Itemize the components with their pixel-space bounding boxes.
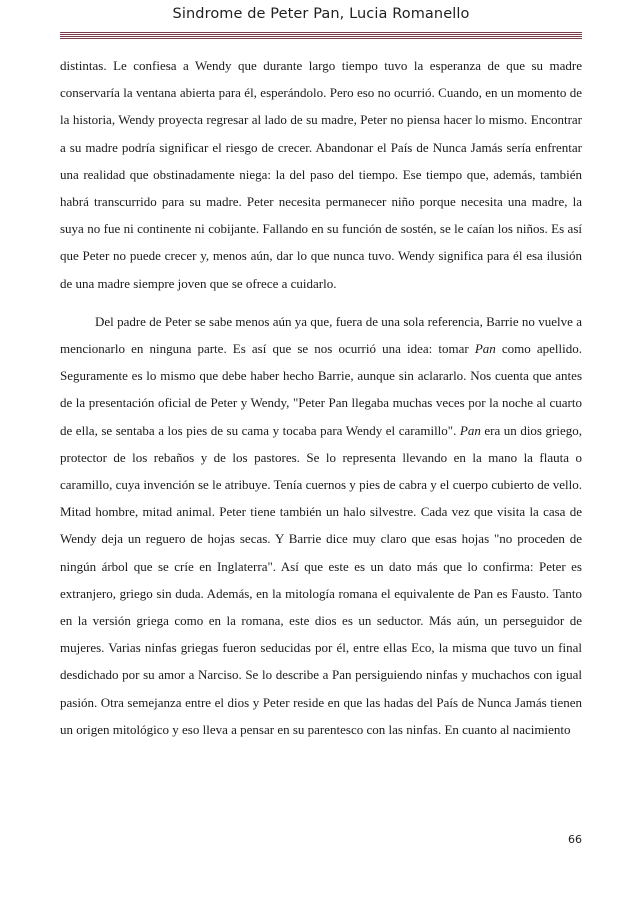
paragraph-2-italic-pan-2: Pan [459, 422, 481, 438]
paragraph-2-italic-pan-1: Pan [474, 341, 496, 357]
header-rule [60, 32, 582, 39]
paragraph-1: distintas. Le confiesa a Wendy que durante largo tiempo tuvo la esperanza de que su madre conservaría la ventana abierta para él, esperándolo. Pero eso no ocurrió. Cuando, en un momento de la historia, Wendy proyecta regresar al lado de su madre, Peter no piensa hacer lo mismo. Encontrar a su madre podría significar el riesgo de crecer. Abandonar el País de Nunca Jamás sería enfrentar una realidad que obstinadamente niega: la del paso del tiempo. Ese tiempo que, además, también habrá transcurrido para su madre. Peter necesita permanecer niño porque necesita una madre, la suya no fue ni continente ni cobijante. Fallando en su función de sostén, se le caían los niños. Es así que Peter no puede crecer y, menos aún, dar lo que nunca tuvo. Wendy significa para él esa ilusión de una madre siempre joven que se ofrece a cuidarlo. [60, 58, 582, 291]
paragraph-2-seg2: como apellido. Seguramente es lo mismo que debe haber hecho Barrie, aunque sin aclararlo. Nos cuenta que antes de la presentación oficial de Peter y Wendy, "Peter Pan llegaba muchas veces por la noche al cuarto de ella, se sentaba a los pies de su cama y tocaba para Wendy el caramillo". [60, 341, 582, 438]
page-number: 66 [568, 833, 582, 846]
body-text [60, 52, 582, 743]
paragraph-2-seg3: era un dios griego, protector de los rebaños y de los pastores. Se lo representa llevando en la mano la flauta o caramillo, cuya invención se le atribuye. Tenía cuernos y pies de cabra y el cuerpo cubierto de vello. Mitad hombre, mitad animal. Peter tiene también un halo silvestre. Cada vez que visita la casa de Wendy deja un reguero de hojas secas. Y Barrie dice muy claro que esas hojas "no proceden de ningún árbol que se críe en Inglaterra". Así que este es un dato más que lo confirma: Peter es extranjero, griego sin duda. Además, en la mitología romana el equivalente de Pan es Fausto. Tanto en la versión griega como en la romana, este dios es un seductor. Más aún, un perseguidor de mujeres. Varias ninfas griegas fueron seducidas por él, entre ellas Eco, la misma que tuvo un final desdichado por su amor a Narciso. Se lo describe a Pan persiguiendo ninfas y muchachos con igual pasión. Otra semejanza entre el dios y Peter reside en que las hadas del País de Nunca Jamás tienen un origen mitológico y eso lleva a pensar en su parentesco con las ninfas. En cuanto al nacimiento [60, 422, 582, 737]
running-header: Sindrome de Peter Pan, Lucia Romanello [172, 6, 470, 22]
paragraph-2-seg1: Del padre de Peter se sabe menos aún ya que, fuera de una sola referencia, Barrie no vuelve a mencionarlo en ninguna parte. Es así que se nos ocurrió una idea: tomar [60, 313, 582, 357]
paragraph-2 [60, 308, 582, 743]
